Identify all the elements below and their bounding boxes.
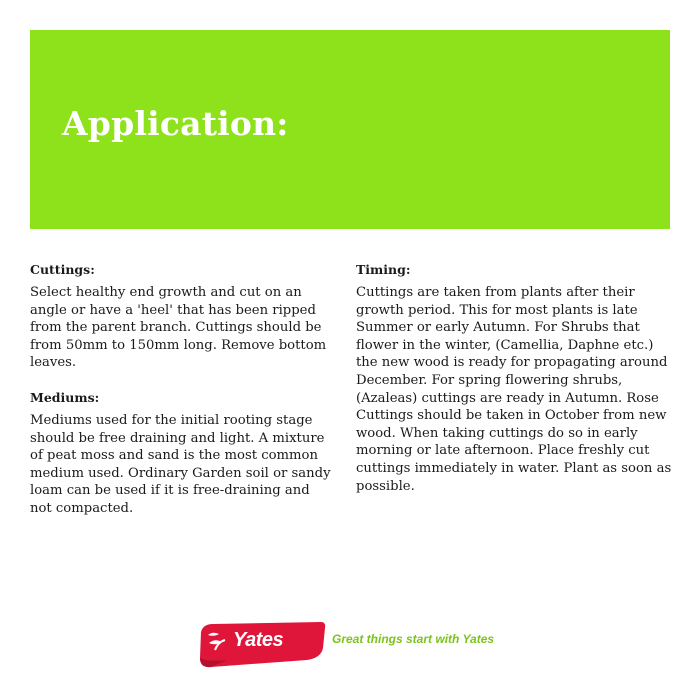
cuttings-heading: Cuttings: [30,262,95,277]
page-title: Application: [62,104,289,143]
timing-section [356,262,674,495]
footer-brand [197,618,517,670]
yates-logo-text: Yates [233,629,284,651]
mediums-section [30,390,335,518]
cuttings-section [30,262,335,372]
timing-text: Cuttings are taken from plants after their growth period. This for most plants is late Summer or early Autumn. For Shrubs that flower in the winter, (Camellia, Daphne etc.) the new wood is ready for propagating around December. For spring flowering shrubs, (Azaleas) cuttings are ready in Autumn. Rose Cuttings should be taken in October from new wood. When taking cuttings do so in early morning or late afternoon. Place freshly cut cuttings immediately in water. Plant as soon as possible. [356,285,672,494]
tagline: Great things start with Yates [332,632,495,646]
mediums-text: Mediums used for the initial rooting stage should be free draining and light. A mixture of peat moss and sand is the most common medium used. Ordinary Garden soil or sandy loam can be used if it is free-draining and not compacted. [30,412,331,516]
mediums-heading: Mediums: [30,389,100,405]
header-banner [30,30,670,229]
right-column [356,262,674,513]
timing-heading: Timing: [356,262,411,277]
cuttings-text: Select healthy end growth and cut on an angle or have a 'heel' that has been ripped from the parent branch. Cuttings should be from 50mm to 150mm long. Remove bottom leaves. [30,285,327,371]
left-column [30,262,335,536]
